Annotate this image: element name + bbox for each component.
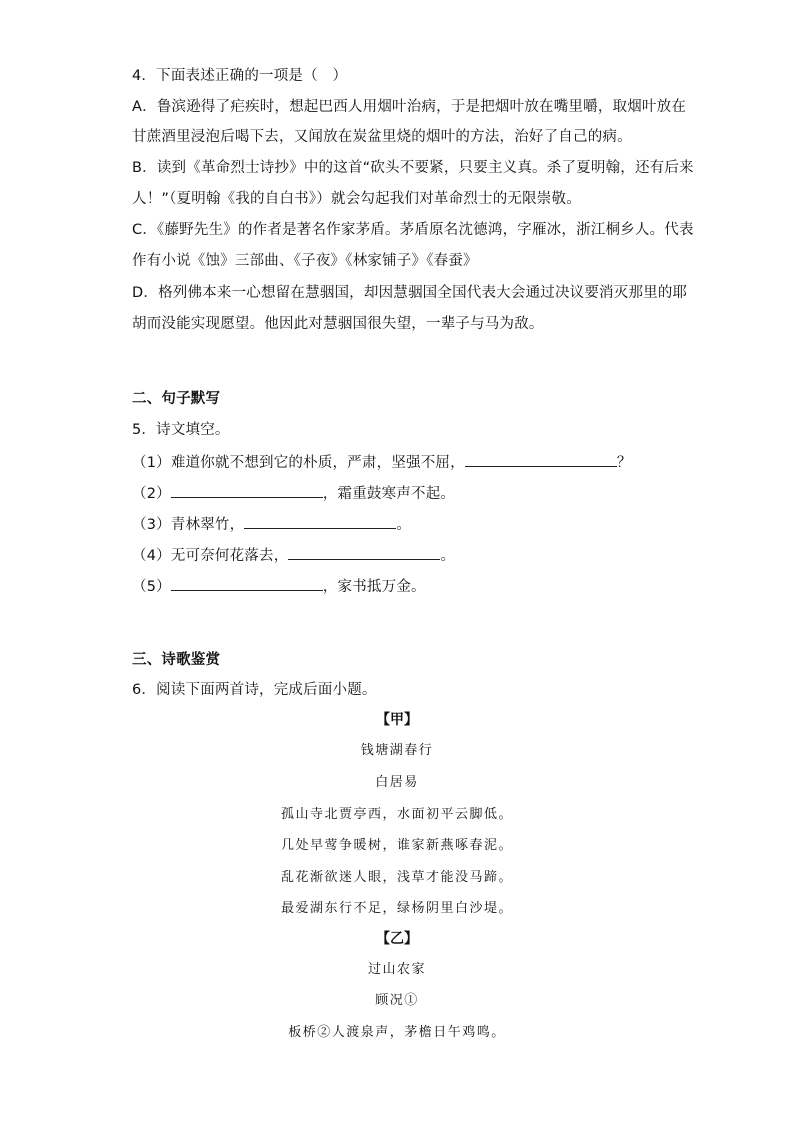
question-4-stem: 4．下面表述正确的一项是（ ）: [132, 68, 348, 84]
fill-item-1: [132, 452, 632, 473]
fill-blank-4[interactable]: [288, 545, 440, 560]
poem-1-author: 白居易: [375, 775, 419, 790]
poem-1-line-4: 最爱湖东行不足，绿杨阴里白沙堤。: [280, 901, 513, 916]
poem-1-marker: 【甲】: [376, 712, 418, 728]
fill-item-3-prefix: （3）青林翠竹，: [132, 517, 245, 533]
option-c-line-1: C．《藤野先生》的作者是著名作家茅盾。茅盾原名沈德鸿，字雁冰，浙江桐乡人。代表: [132, 222, 694, 238]
section-3-title: 三、诗歌鉴赏: [132, 652, 221, 668]
fill-item-3: [132, 514, 411, 535]
fill-item-2: [132, 483, 455, 504]
fill-item-2-prefix: （2）: [132, 486, 171, 502]
section-2-title: 二、句子默写: [132, 391, 221, 407]
poem-1-line-2: 几处早莺争暖树，谁家新燕啄春泥。: [280, 838, 513, 853]
fill-item-1-suffix: ？: [616, 455, 632, 471]
fill-blank-3[interactable]: [244, 514, 396, 529]
fill-item-3-suffix: 。: [396, 517, 412, 533]
fill-item-5: [132, 576, 426, 597]
option-a-line-1: A．鲁滨逊得了疟疾时，想起巴西人用烟叶治病，于是把烟叶放在嘴里嚼，取烟叶放在: [132, 99, 687, 115]
fill-blank-5[interactable]: [171, 576, 323, 591]
option-c-line-2: 作有小说《蚀》三部曲、《子夜》《林家铺子》《春蚕》: [132, 253, 478, 269]
fill-item-2-suffix: ，霜重鼓寒声不起。: [322, 486, 456, 502]
option-d-line-2: 胡而没能实现愿望。他因此对慧骃国很失望，一辈子与马为敌。: [132, 316, 544, 332]
poem-2-title: 过山农家: [367, 962, 426, 977]
question-6-stem: 6．阅读下面两首诗，完成后面小题。: [132, 682, 377, 698]
poem-2-marker: 【乙】: [376, 931, 418, 947]
fill-item-5-suffix: ，家书抵万金。: [322, 579, 426, 595]
fill-item-4-prefix: （4）无可奈何花落去，: [132, 548, 289, 564]
option-b-line-2: 人！”（夏明翰《我的自白书》）就会勾起我们对革命烈士的无限崇敬。: [132, 191, 581, 207]
question-5-stem: 5．诗文填空。: [132, 422, 230, 438]
option-d-line-1: D．格列佛本来一心想留在慧骃国，却因慧骃国全国代表大会通过决议要消灭那里的耶: [132, 285, 688, 301]
fill-item-5-prefix: （5）: [132, 579, 171, 595]
poem-1-line-1: 孤山寺北贾亭西，水面初平云脚低。: [280, 807, 513, 822]
option-a-line-2: 甘蔗酒里浸泡后喝下去，又闻放在炭盆里烧的烟叶的方法，治好了自己的病。: [132, 129, 632, 145]
fill-item-1-prefix: （1）难道你就不想到它的朴质，严肃，坚强不屈，: [132, 455, 465, 471]
fill-blank-2[interactable]: [171, 483, 323, 498]
fill-item-4: [132, 545, 455, 566]
fill-blank-1[interactable]: [465, 452, 617, 467]
poem-2-author: 顾况①: [375, 993, 419, 1008]
fill-item-4-suffix: 。: [440, 548, 456, 564]
poem-1-title: 钱塘湖春行: [360, 743, 434, 758]
option-b-line-1: B．读到《革命烈士诗抄》中的这首“砍头不要紧，只要主义真。杀了夏明翰，还有后来: [132, 160, 694, 176]
poem-2-line-1: 板桥②人渡泉声，茅檐日午鸡鸣。: [288, 1025, 506, 1040]
poem-1-line-3: 乱花渐欲迷人眼，浅草才能没马蹄。: [280, 870, 513, 885]
